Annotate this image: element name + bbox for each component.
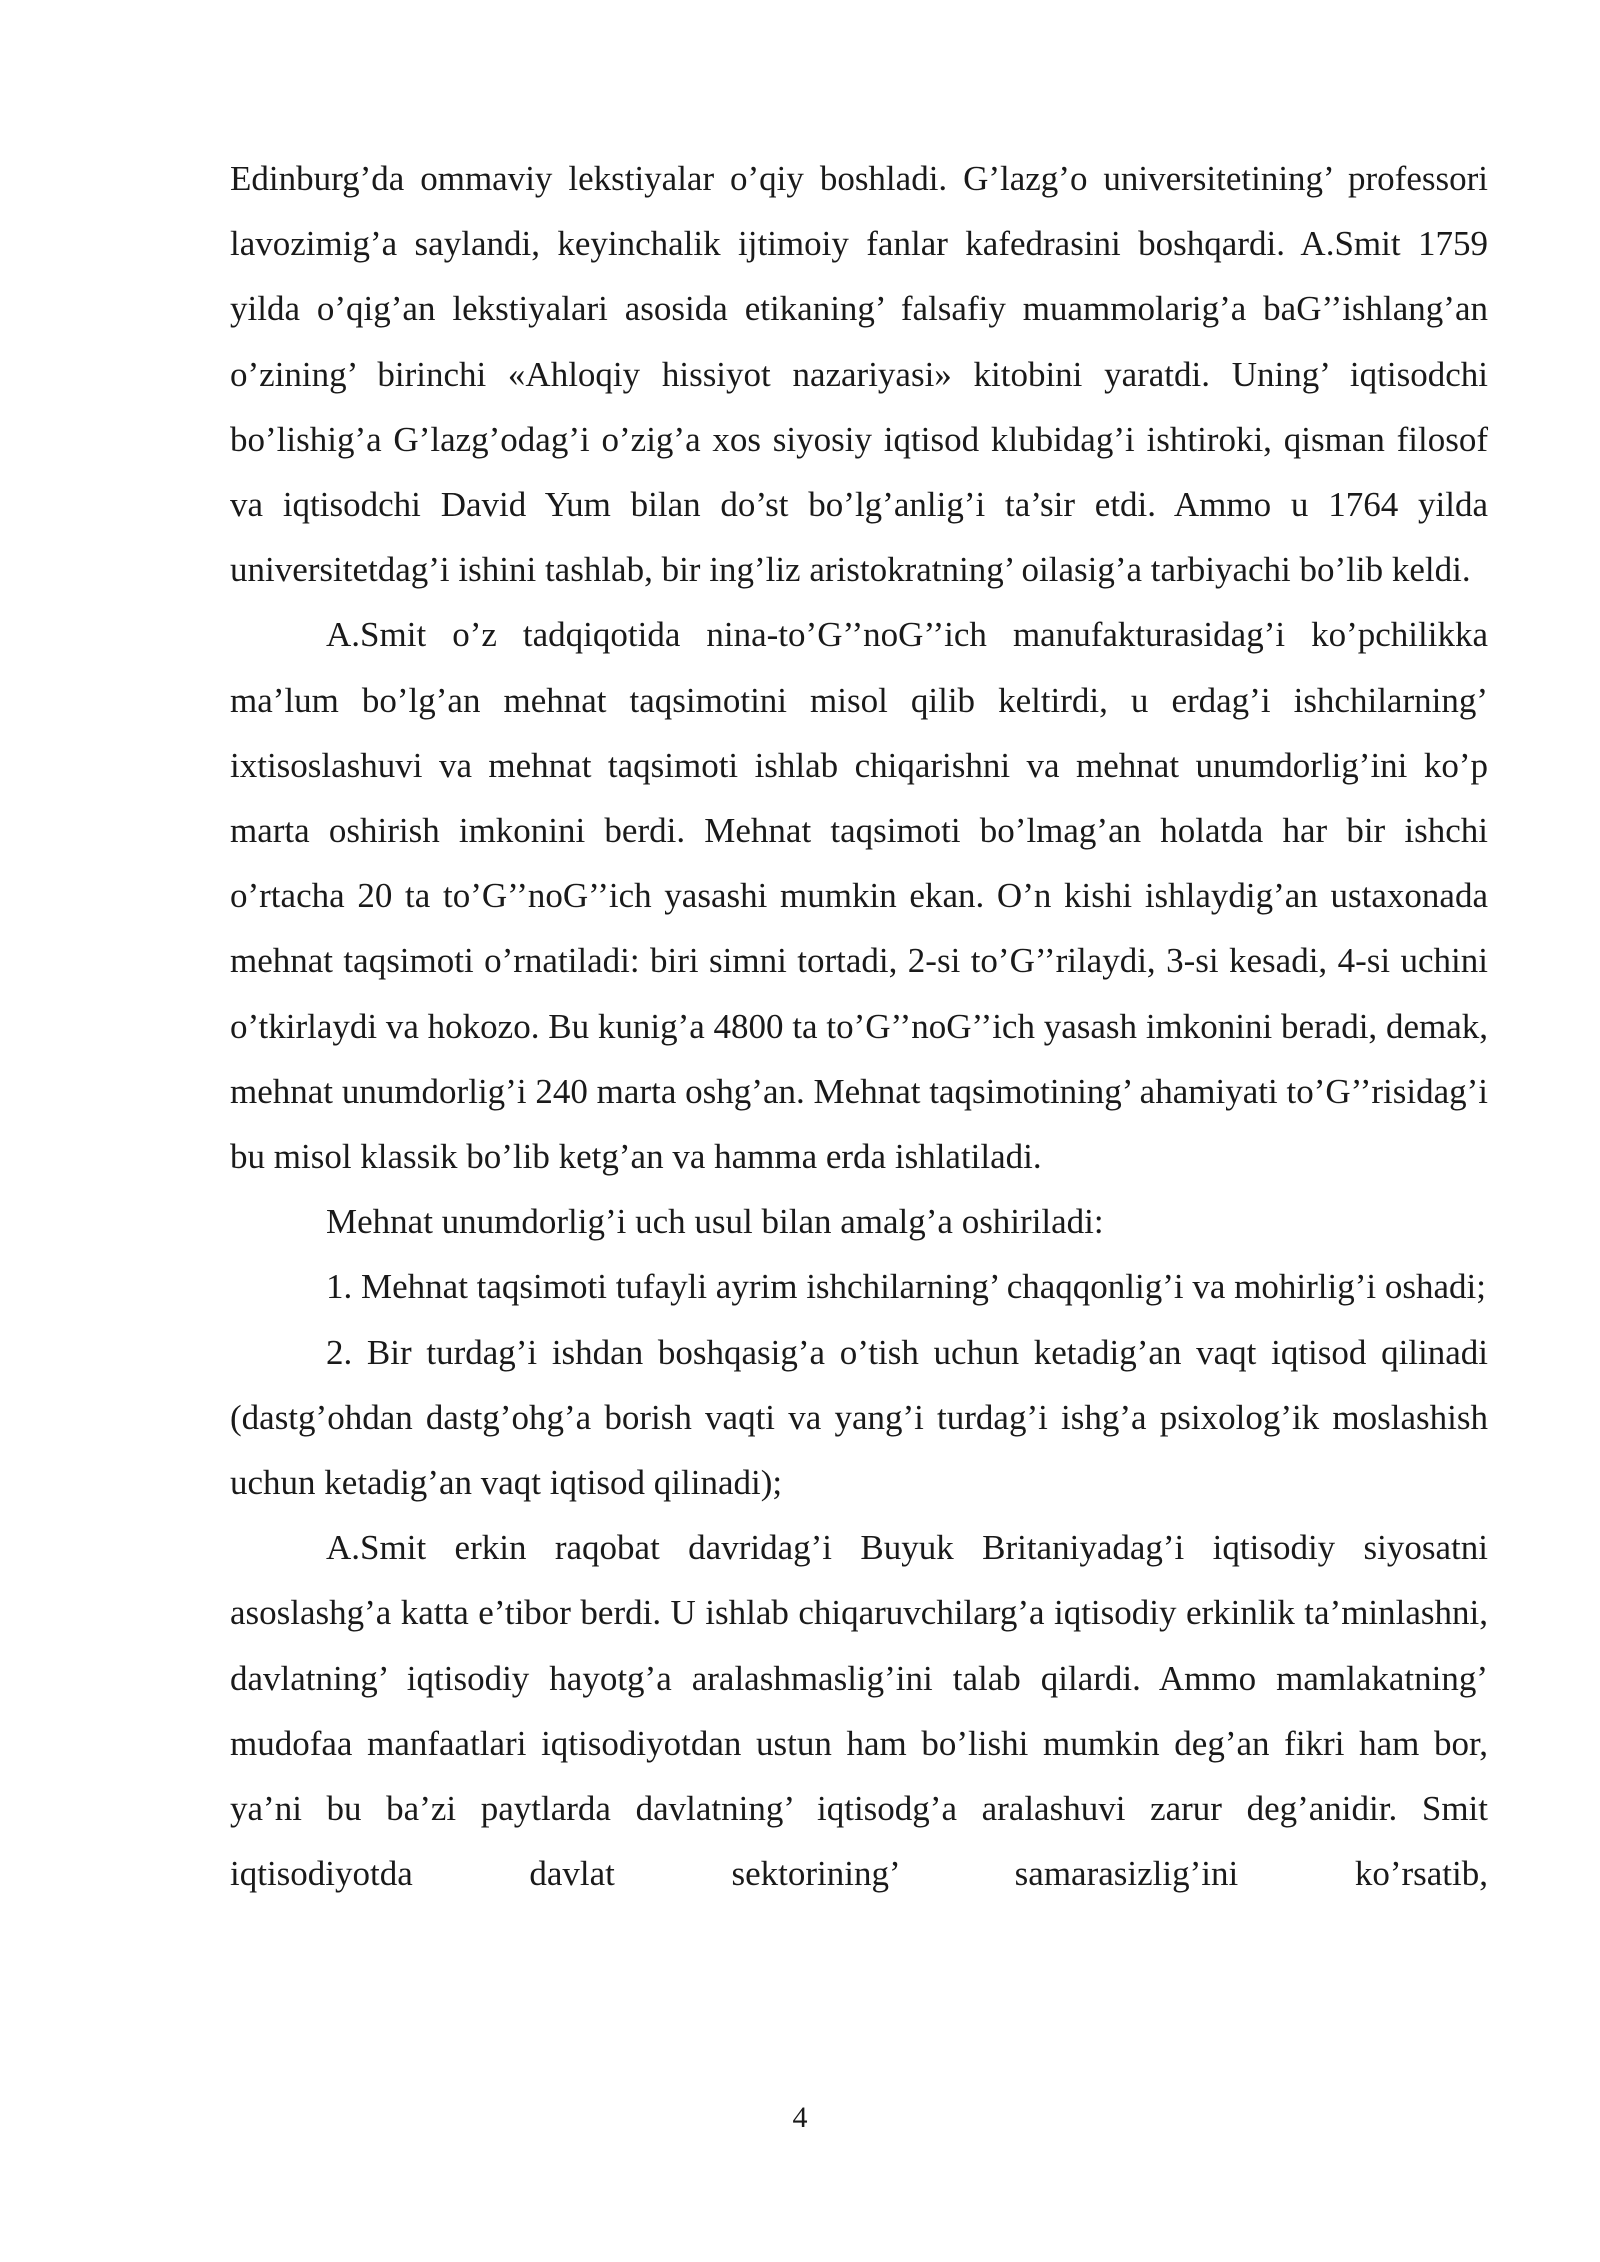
- paragraph-division-of-labor-example: A.Smit o’z tadqiqotida nina-to’G’’noG’’ich manufakturasidag’i ko’pchilikka ma’lum bo’lg’an mehnat taqsimotini misol qilib keltirdi, u erdag’i ishchilarning’ ixtisoslashuvi va mehnat taqsimoti ishlab chiqarishni va mehnat unumdorlig’ini ko’p marta oshirish imkonini berdi. Mehnat taqsimoti bo’lmag’an holatda har bir ishchi o’rtacha 20 ta to’G’’noG’’ich yasashi mumkin ekan. O’n kishi ishlaydig’an ustaxonada mehnat taqsimoti o’rnatiladi: biri simni tortadi, 2-si to’G’’rilaydi, 3-si kesadi, 4-si uchini o’tkirlaydi va hokozo. Bu kunig’a 4800 ta to’G’’noG’’ich yasash imkonini beradi, demak, mehnat unumdorlig’i 240 marta oshg’an. Mehnat taqsimotining’ ahamiyati to’G’’risidag’i bu misol klassik bo’lib ketg’an va hamma erda ishlatiladi.: [230, 615, 1488, 1177]
- paragraph-productivity-methods-intro: Mehnat unumdorlig’i uch usul bilan amalg’a oshiriladi:: [326, 1202, 1104, 1242]
- page-number: 4: [792, 2101, 808, 2134]
- paragraph-smit-biography: Edinburg’da ommaviy lekstiyalar o’qiy boshladi. G’lazg’o universitetining’ professori lavozimig’a saylandi, keyinchalik ijtimoiy fanlar kafedrasini boshqardi. A.Smit 1759 yilda o’qig’an lekstiyalari asosida etikaning’ falsafiy muammolarig’a baG’’ishlang’an o’zining’ birinchi «Ahloqiy hissiyot nazariyasi» kitobini yaratdi. Uning’ iqtisodchi bo’lishig’a G’lazg’odag’i o’zig’a xos siyosiy iqtisod klubidag’i ishtiroki, qisman filosof va iqtisodchi David Yum bilan do’st bo’lg’anlig’i ta’sir etdi. Ammo u 1764 yilda universitetdag’i ishini tashlab, bir ing’liz aristokratning’ oilasig’a tarbiyachi bo’lib keldi.: [230, 159, 1488, 590]
- list-item-method-2: 2. Bir turdag’i ishdan boshqasig’a o’tish uchun ketadig’an vaqt iqtisod qilinadi (dastg’ohdan dastg’ohg’a borish vaqti va yang’i turdag’i ishg’a psixolog’ik moslashish uchun ketadig’an vaqt iqtisod qilinadi);: [230, 1332, 1488, 1503]
- paragraph-economic-policy: A.Smit erkin raqobat davridag’i Buyuk Britaniyadag’i iqtisodiy siyosatni asoslashg’a katta e’tibor berdi. U ishlab chiqaruvchilarg’a iqtisodiy erkinlik ta’minlashni, davlatning’ iqtisodiy hayotg’a aralashmaslig’ini talab qilardi. Ammo mamlakatning’ mudofaa manfaatlari iqtisodiyotdan ustun ham bo’lishi mumkin deg’an fikri ham bor, ya’ni bu ba’zi paytlarda davlatning’ iqtisodg’a aralashuvi zarur deg’anidir. Smit iqtisodiyotda davlat sektorining’ samarasizlig’ini ko’rsatib,: [230, 1528, 1488, 1894]
- page-body: [230, 146, 1488, 1906]
- list-item-method-1: 1. Mehnat taqsimoti tufayli ayrim ishchilarning’ chaqqonlig’i va mohirlig’i oshadi;: [326, 1267, 1486, 1307]
